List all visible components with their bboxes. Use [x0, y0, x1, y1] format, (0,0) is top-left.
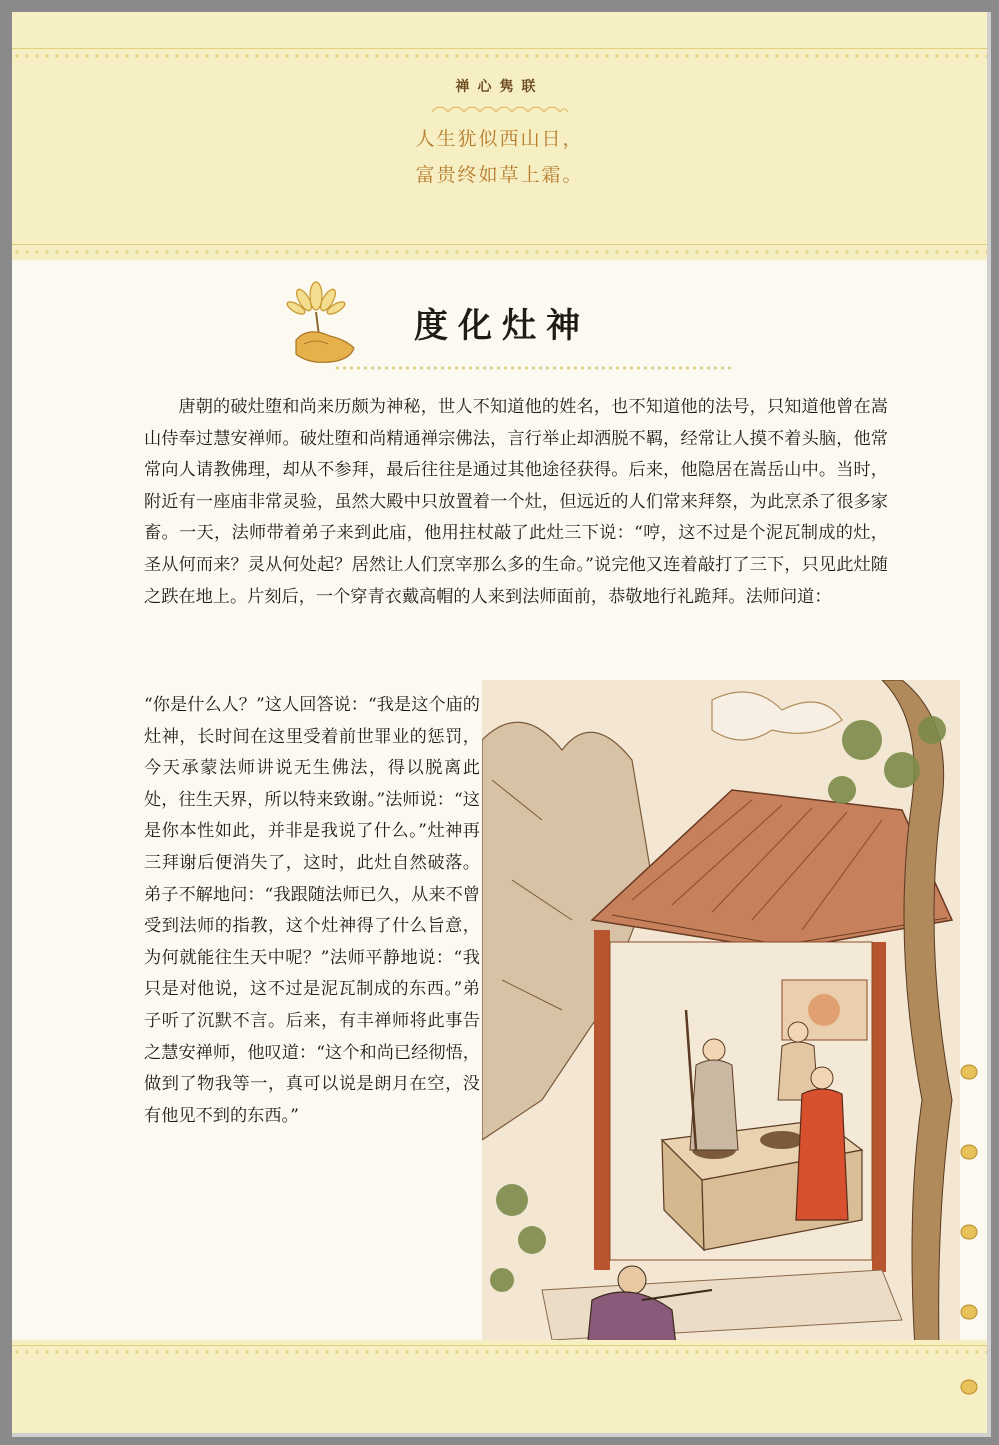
article-paragraph-intro: 唐朝的破灶堕和尚来历颇为神秘，世人不知道他的姓名，也不知道他的法号，只知道他曾在嵩山侍奉过慧安禅师。破灶堕和尚精通禅宗佛法，言行举止却洒脱不羁，经常让人摸不着头脑，他常常向人请教佛理，却从不参拜，最后往往是通过其他途径获得。后来，他隐居在嵩岳山中。当时，附近有一座庙非常灵验，虽然大殿中只放置着一个灶，但远近的人们常来拜祭，为此烹杀了很多家畜。一天，法师带着弟子来到此庙，他用拄杖敲了此灶三下说：“哼，这不过是个泥瓦制成的灶，圣从何而来？灵从何处起？居然让人们烹宰那么多的生命。”说完他又连着敲打了三下，只见此灶随之跌在地上。片刻后，一个穿青衣戴高帽的人来到法师面前，恭敬地行礼跪拜。法师问道： — [144, 397, 888, 607]
lotus-hand-icon — [274, 274, 364, 374]
header-bottom-rule — [12, 244, 987, 245]
couplet-line-1: 人生犹似西山日， — [415, 128, 584, 150]
margin-pearl-ornaments — [959, 1062, 979, 1402]
article-title: 度化灶神 — [414, 306, 590, 346]
temple-stove-illustration — [482, 680, 960, 1433]
book-page — [12, 12, 991, 1437]
title-dotted-rule — [334, 366, 734, 370]
article-paragraph-column: “你是什么人？”这人回答说：“我是这个庙的灶神，长时间在这里受着前世罪业的惩罚，今天承蒙法师讲说无生佛法，得以脱离此处，往生天界，所以特来致谢。”法师说：“这是你本性如此，并非是我说了什么。”灶神再三拜谢后便消失了，这时，此灶自然破落。弟子不解地问：“我跟随法师已久，从来不曾受到法师的指教，这个灶神得了什么旨意，为何就能往生天中呢？”法师平静地说：“我只是对他说，这不过是泥瓦制成的东西。”弟子听了沉默不言。后来，有丰禅师将此事告之慧安禅师，他叹道：“这个和尚已经彻悟，做到了物我等一，真可以说是朗月在空，没有他见不到的东西。” — [144, 695, 480, 1126]
header-dot-border — [12, 52, 987, 60]
lotus-border-ornament — [432, 102, 568, 114]
footer-dot-border — [12, 1348, 987, 1356]
header-bottom-dot-border — [12, 248, 987, 256]
header-top-rule — [12, 48, 987, 49]
couplet-line-2: 富贵终如草上霜。 — [415, 164, 584, 186]
title-block — [274, 274, 734, 384]
footer-top-rule — [12, 1345, 987, 1346]
section-label: 禅心隽联 — [455, 79, 544, 95]
